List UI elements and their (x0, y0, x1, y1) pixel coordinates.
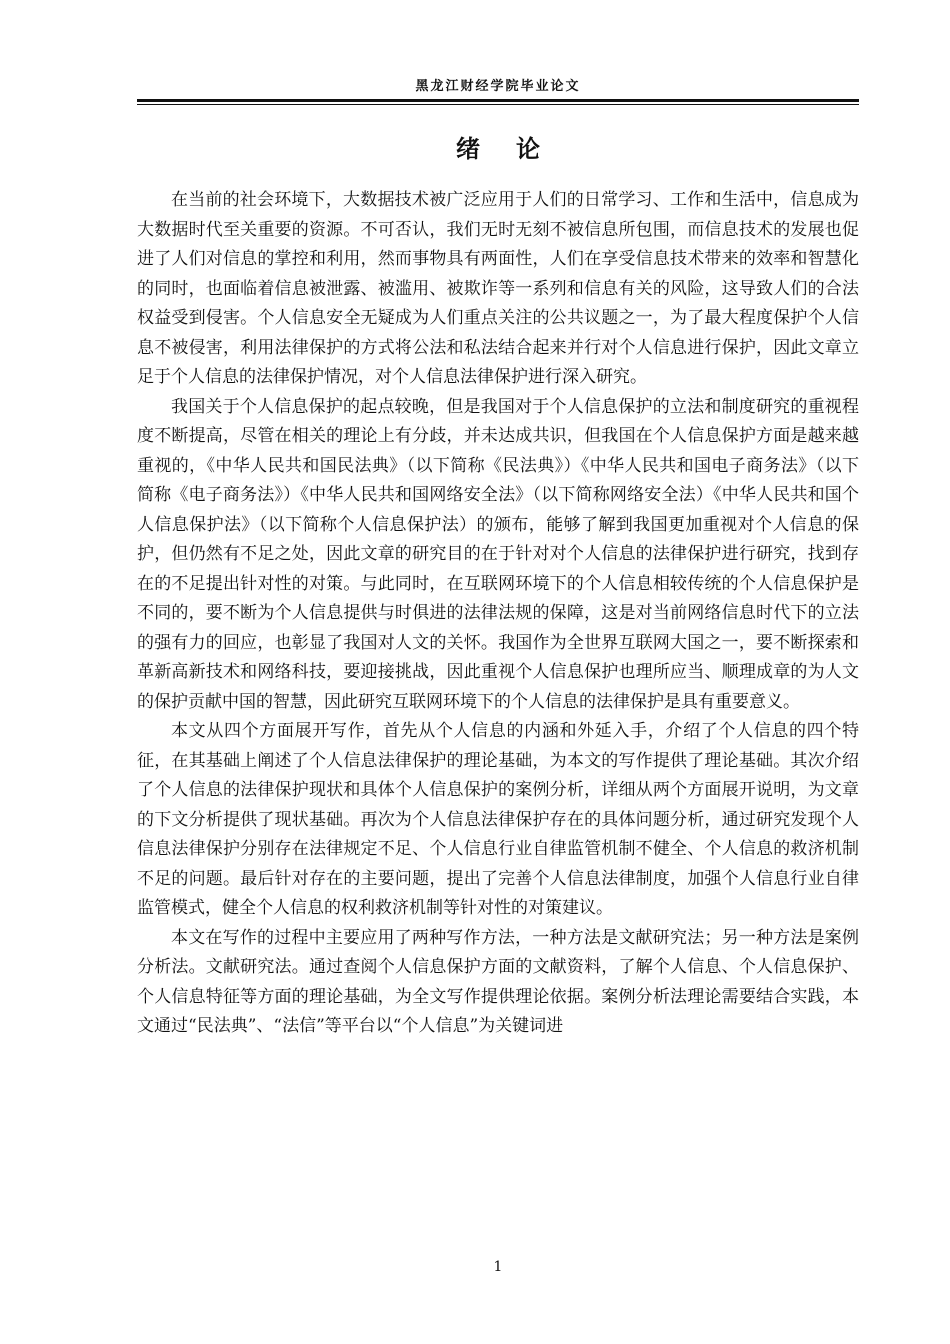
paragraph: 本文在写作的过程中主要应用了两种写作方法，一种方法是文献研究法；另一种方法是案例分析法。文献研究法。通过查阅个人信息保护方面的文献资料，了解个人信息、个人信息保护、个人信息特征等方面的理论基础，为全文写作提供理论依据。案例分析法理论需要结合实践，本文通过“民法典”、“法信”等平台以“个人信息”为关键词进 (137, 927, 859, 1036)
paragraph: 在当前的社会环境下，大数据技术被广泛应用于人们的日常学习、工作和生活中，信息成为大数据时代至关重要的资源。不可否认，我们无时无刻不被信息所包围，而信息技术的发展也促进了人们对信息的掌控和利用，然而事物具有两面性，人们在享受信息技术带来的效率和智慧化的同时，也面临着信息被泄露、被滥用、被欺诈等一系列和信息有关的风险，这导致人们的合法权益受到侵害。个人信息安全无疑成为人们重点关注的公共议题之一，为了最大程度保护个人信息不被侵害，利用法律保护的方式将公法和私法结合起来并行对个人信息进行保护，因此文章立足于个人信息的法律保护情况，对个人信息法律保护进行深入研究。 (137, 190, 859, 387)
header-rule-thin (137, 104, 859, 105)
chapter-title: 绪论 (456, 134, 576, 163)
body-text (137, 186, 859, 1042)
header-rule-thick (137, 99, 859, 102)
paragraph: 本文从四个方面展开写作，首先从个人信息的内涵和外延入手，介绍了个人信息的四个特征，在其基础上阐述了个人信息法律保护的理论基础，为本文的写作提供了理论基础。其次介绍了个人信息的法律保护现状和具体个人信息保护的案例分析，详细从两个方面展开说明，为文章的下文分析提供了现状基础。再次为个人信息法律保护存在的具体问题分析，通过研究发现个人信息法律保护分别存在法律规定不足、个人信息行业自律监管机制不健全、个人信息的救济机制不足的问题。最后针对存在的主要问题，提出了完善个人信息法律制度，加强个人信息行业自律监管模式，健全个人信息的权利救济机制等针对性的对策建议。 (137, 721, 859, 918)
running-header: 黑龙江财经学院毕业论文 (415, 79, 581, 94)
paragraph: 我国关于个人信息保护的起点较晚，但是我国对于个人信息保护的立法和制度研究的重视程度不断提高，尽管在相关的理论上有分歧，并未达成共识，但我国在个人信息保护方面是越来越重视的，《中华人民共和国民法典》（以下简称《民法典》）《中华人民共和国电子商务法》（以下简称《电子商务法》）《中华人民共和国网络安全法》（以下简称网络安全法）《中华人民共和国个人信息保护法》（以下简称个人信息保护法）的颁布，能够了解到我国更加重视对个人信息的保护，但仍然有不足之处，因此文章的研究目的在于针对对个人信息的法律保护进行研究，找到存在的不足提出针对性的对策。与此同时，在互联网环境下的个人信息相较传统的个人信息保护是不同的，要不断为个人信息提供与时俱进的法律法规的保障，这是对当前网络信息时代下的立法的强有力的回应，也彰显了我国对人文的关怀。我国作为全世界互联网大国之一，要不断探索和革新高新技术和网络科技，要迎接挑战，因此重视个人信息保护也理所应当、顺理成章的为人文的保护贡献中国的智慧，因此研究互联网环境下的个人信息的法律保护是具有重要意义。 (137, 396, 859, 712)
page-number: 1 (493, 1259, 503, 1275)
